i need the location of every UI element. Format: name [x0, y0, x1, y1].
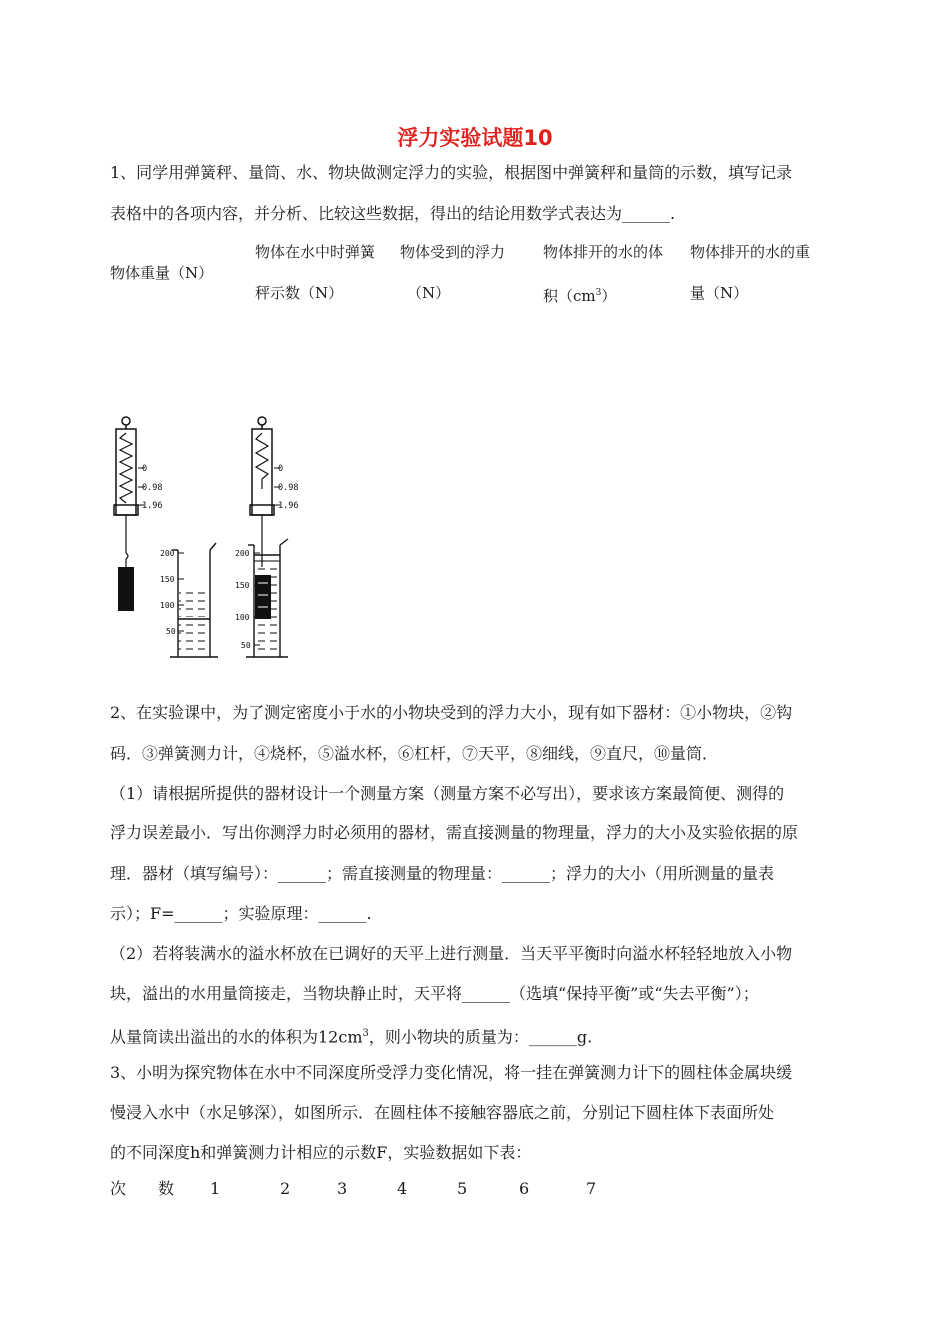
spring-scale-air	[114, 417, 162, 611]
q3-col-3: 3	[337, 1179, 348, 1198]
scale-a-label-098: 0.98	[142, 483, 163, 493]
cylinder-a	[160, 543, 218, 657]
q3-col-1: 1	[210, 1179, 221, 1198]
q1-line-1: 1、同学用弹簧秤、量筒、水、物块做测定浮力的实验，根据图中弹簧秤和量筒的示数，填写记录	[110, 163, 793, 182]
header-object-weight: 物体重量（N）	[110, 264, 214, 282]
q3-row-label: 次 数	[110, 1179, 175, 1198]
scale-a-label-196: 1.96	[142, 501, 163, 511]
header-volume-1: 物体排开的水的体	[543, 243, 664, 261]
header-volume-sup: 3	[595, 288, 602, 298]
q2-line-8: 块，溢出的水用量筒接走，当物块静止时，天平将______（选填“保持平衡”或“失去平衡”）；	[110, 984, 759, 1003]
q2-line-5: 理．器材（填写编号）：______；需直接测量的物理量：______；浮力的大小（用所测量的量表	[110, 864, 775, 883]
q3-col-2: 2	[280, 1179, 291, 1198]
header-scale-reading-2: 秤示数（N）	[255, 284, 344, 302]
cylinder-b-label-50: 50	[241, 641, 251, 650]
spring-scale-water	[250, 417, 298, 567]
q3-col-4: 4	[397, 1179, 408, 1198]
q3-col-5: 5	[457, 1179, 468, 1198]
scale-a-label-0: 0	[142, 464, 148, 474]
q2-line-4: 浮力误差最小．写出你测浮力时必须用的器材，需直接测量的物理量，浮力的大小及实验依据的原	[110, 823, 799, 842]
block-in-water	[255, 575, 271, 619]
experiment-figure	[100, 405, 320, 685]
cylinder-a-label-100: 100	[160, 601, 175, 610]
scale-b-label-196: 1.96	[278, 501, 299, 511]
q3-line-3: 的不同深度h和弹簧测力计相应的示数F，实验数据如下表：	[110, 1143, 532, 1162]
page-title: 浮力实验试题10	[397, 126, 553, 150]
cylinder-b-label-150: 150	[235, 581, 250, 590]
q3-col-6: 6	[519, 1179, 530, 1198]
cylinder-b	[235, 539, 288, 657]
q2-line-1: 2、在实验课中，为了测定密度小于水的小物块受到的浮力大小，现有如下器材：①小物块，②钩	[110, 703, 793, 722]
q2-line-2: 码．③弹簧测力计，④烧杯，⑤溢水杯，⑥杠杆，⑦天平，⑧细线，⑨直尺，⑩量筒．	[110, 744, 719, 763]
q2-line-3: （1）请根据所提供的器材设计一个测量方案（测量方案不必写出），要求该方案最简便、测得的	[110, 784, 785, 803]
block-in-air	[118, 567, 134, 611]
header-volume-2-close: ）	[601, 287, 617, 305]
header-buoyancy-1: 物体受到的浮力	[400, 243, 506, 261]
cylinder-b-label-200: 200	[235, 549, 250, 558]
q1-line-2: 表格中的各项内容，并分析、比较这些数据，得出的结论用数学式表达为______.	[110, 204, 676, 223]
header-scale-reading-1: 物体在水中时弹簧	[255, 243, 376, 261]
scale-b-label-098: 0.98	[278, 483, 299, 493]
q2-line-9-sup: 3	[362, 1028, 369, 1039]
q3-col-7: 7	[586, 1179, 597, 1198]
q2-line-9-a: 从量筒读出溢出的水的体积为12cm	[110, 1027, 363, 1047]
header-buoyancy-2: （N）	[407, 284, 451, 302]
header-weight-2: 量（N）	[690, 284, 749, 302]
q2-line-7: （2）若将装满水的溢水杯放在已调好的天平上进行测量．当天平平衡时向溢水杯轻轻地放入小物	[110, 944, 793, 963]
header-volume-2-text: 积（cm	[543, 287, 596, 305]
cylinder-a-label-50: 50	[166, 627, 176, 636]
header-weight-1: 物体排开的水的重	[690, 243, 811, 261]
q2-line-9	[110, 1024, 592, 1047]
header-volume-2	[543, 283, 616, 306]
cylinder-b-label-100: 100	[235, 613, 250, 622]
q3-line-2: 慢浸入水中（水足够深），如图所示．在圆柱体不接触容器底之前，分别记下圆柱体下表面所处	[110, 1103, 775, 1122]
scale-b-label-0: 0	[278, 464, 284, 474]
q2-line-9-b: ，则小物块的质量为：______g.	[368, 1027, 593, 1047]
cylinder-a-label-200: 200	[160, 549, 175, 558]
cylinder-a-label-150: 150	[160, 575, 175, 584]
q3-line-1: 3、小明为探究物体在水中不同深度所受浮力变化情况，将一挂在弹簧测力计下的圆柱体金属块缓	[110, 1063, 793, 1082]
q2-line-6: 示）；F=______；实验原理：______.	[110, 904, 372, 923]
